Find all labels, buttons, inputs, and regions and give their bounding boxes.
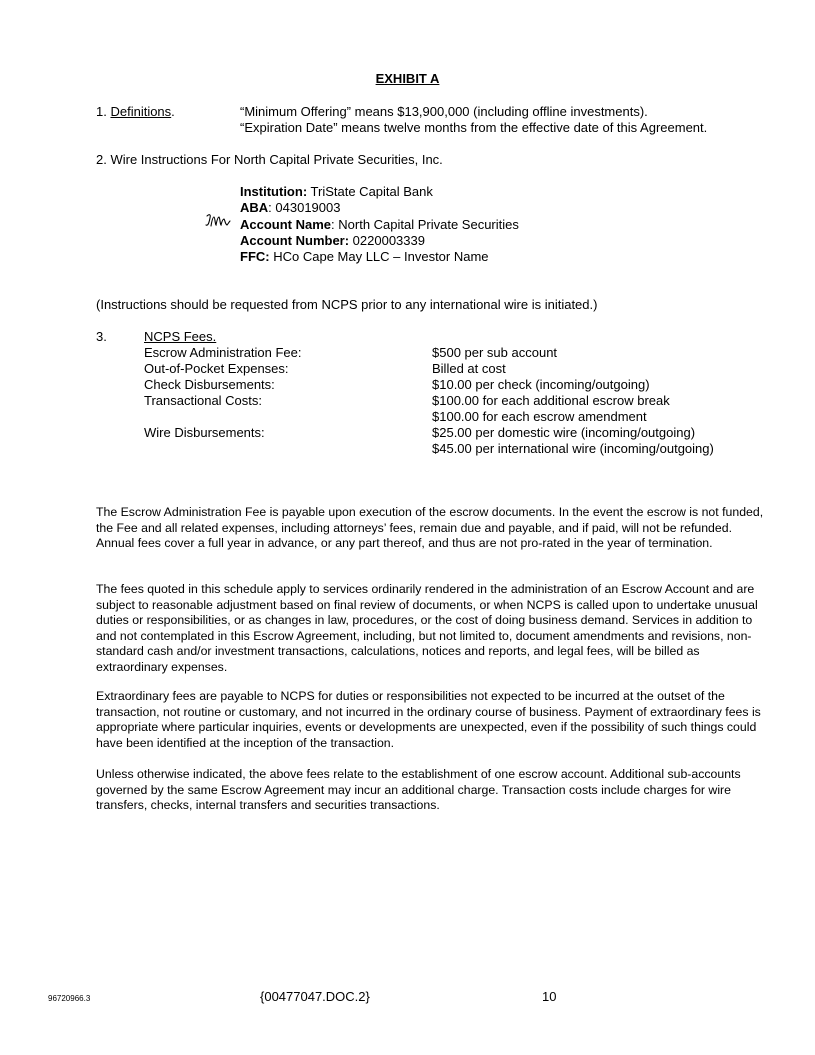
exhibit-title: EXHIBIT A [375, 71, 440, 86]
fee-value: Billed at cost [432, 361, 506, 376]
fee-label: Wire Disbursements: [144, 425, 265, 440]
fee-label: Transactional Costs: [144, 393, 263, 408]
field-label: Institution: [240, 184, 308, 199]
fee-value: $10.00 per check (incoming/outgoing) [432, 377, 650, 392]
section-number: 1. [96, 104, 107, 119]
field-label: Account Name [240, 217, 332, 232]
wire-field-institution [240, 184, 433, 200]
fees-heading: NCPS Fees. [144, 329, 217, 344]
fee-label: Check Disbursements: [144, 377, 275, 392]
fee-value: $25.00 per domestic wire (incoming/outgoing) [432, 425, 696, 440]
field-label: FFC: [240, 249, 270, 264]
field-value: HCo Cape May LLC – Investor Name [269, 249, 489, 264]
paragraph-fees-quoted: The fees quoted in this schedule apply to services ordinarily rendered in the administration of an Escrow Account and are subject to reasonable adjustment based on final review of documents, or when NCPS is called upon to undertake unusual duties or responsibilities, or as changes in law, procedures, or the cost of doing business demand. Services in addition to and not contemplated in this Escrow Agreement, including, but not limited to, document amendments and revisions, non-standard cash and/or investment transactions, calculations, notices and reports, and legal fees, will be billed as extraordinary expenses. [96, 582, 758, 674]
wire-field-account-number [240, 233, 425, 249]
definitions-punct: . [171, 104, 175, 119]
paragraph-administration-fee: The Escrow Administration Fee is payable upon execution of the escrow documents. In the event the escrow is not funded, the Fee and all related expenses, including attorneys’ fees, remain due and payable, and if paid, will not be refunded. Annual fees cover a full year in advance, or any part thereof, and thus are not pro-rated in the year of termination. [96, 505, 764, 551]
footer-page-number: 10 [542, 989, 557, 1004]
fees-section-number: 3. [96, 329, 107, 344]
field-label: Account Number: [240, 233, 350, 248]
fee-value: $100.00 for each escrow amendment [432, 409, 647, 424]
footer-doc-id: 96720966.3 [48, 994, 91, 1003]
wire-heading: 2. Wire Instructions For North Capital Private Securities, Inc. [96, 152, 443, 167]
wire-note: (Instructions should be requested from NCPS prior to any international wire is initiated.) [96, 297, 598, 312]
definitions-label: Definitions [110, 104, 172, 119]
fee-value: $500 per sub account [432, 345, 558, 360]
fee-label: Out-of-Pocket Expenses: [144, 361, 289, 376]
fee-value: $45.00 per international wire (incoming/outgoing) [432, 441, 714, 456]
paragraph-additional-accounts: Unless otherwise indicated, the above fees relate to the establishment of one escrow account. Additional sub-accounts governed by the same Escrow Agreement may incur an additional charge. Transaction costs include charges for wire transfers, checks, internal transfers and securities transactions. [96, 767, 741, 813]
field-value: : North Capital Private Securities [331, 217, 519, 232]
field-value: : 043019003 [268, 200, 341, 215]
field-value: TriState Capital Bank [307, 184, 433, 199]
paragraph-extraordinary-fees: Extraordinary fees are payable to NCPS for duties or responsibilities not expected to be incurred at the outset of the transaction, not routine or customary, and not incurred in the ordinary course of business. Payment of extraordinary fees is appropriate where particular inquiries, events or developments are unexpected, even if the possibility of such things could have been identified at the inception of the transaction. [96, 689, 761, 750]
fee-label: Escrow Administration Fee: [144, 345, 302, 360]
definitions-heading [96, 104, 175, 120]
wire-field-account-name [240, 217, 519, 233]
fee-value: $100.00 for each additional escrow break [432, 393, 670, 408]
handwritten-initials [204, 212, 232, 230]
footer-doc-ref: {00477047.DOC.2} [260, 989, 370, 1004]
definition-expiration-date: “Expiration Date” means twelve months from the effective date of this Agreement. [240, 120, 708, 135]
field-label: ABA [240, 200, 269, 215]
wire-field-aba [240, 200, 340, 216]
definition-minimum-offering: “Minimum Offering” means $13,900,000 (including offline investments). [240, 104, 648, 119]
field-value: 0220003339 [349, 233, 425, 248]
wire-field-ffc [240, 249, 489, 265]
